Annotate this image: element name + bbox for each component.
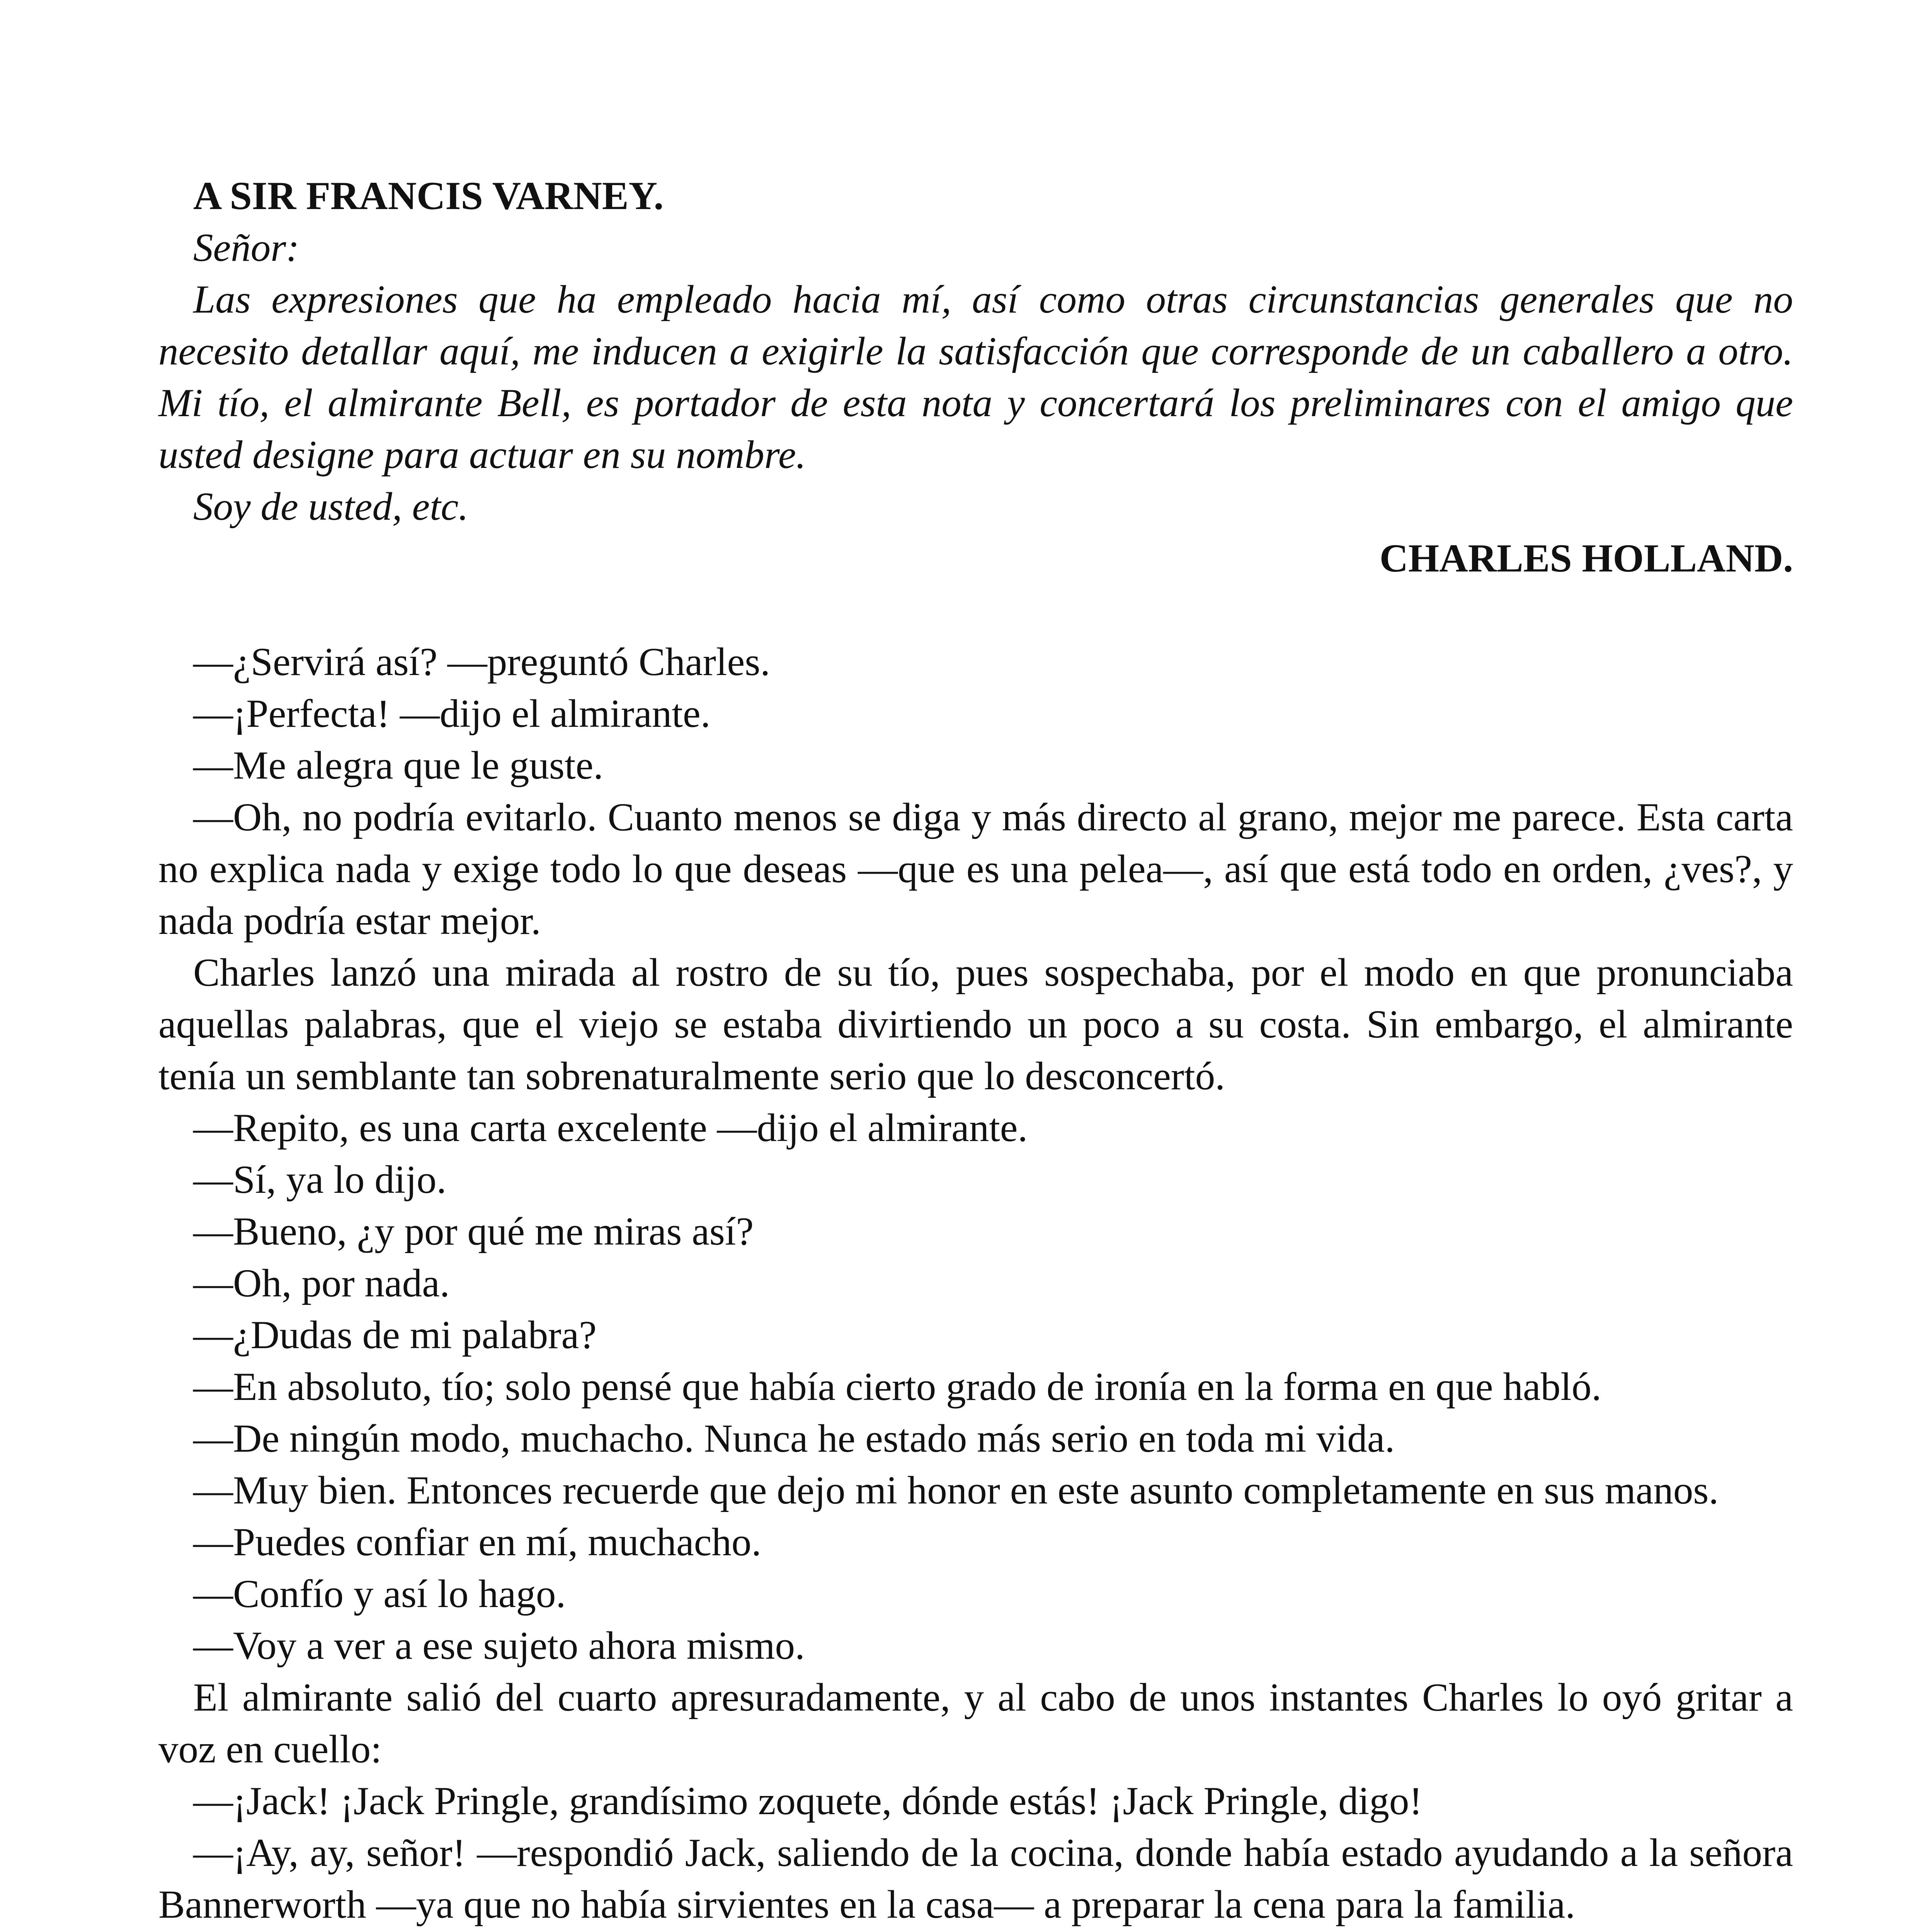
section-gap: [158, 584, 1793, 636]
letter-body: Las expresiones que ha empleado hacia mí, así como otras circunstancias generales que no necesito detallar aquí, me inducen a exigirle la satisfacción que corresponde de un caballero a otro. Mi tío, el almirante Bell, es portador de esta nota y concertará los preliminares con el amigo que usted designe para actuar en su nombre.: [158, 277, 1793, 477]
letter-closing: Soy de usted, etc.: [193, 485, 469, 529]
paragraph: —Oh, por nada.: [193, 1261, 450, 1305]
letter-signature: CHARLES HOLLAND.: [1379, 536, 1793, 580]
paragraph: El almirante salió del cuarto apresuradamente, y al cabo de unos instantes Charles lo oyó gritar a voz en cuello:: [158, 1675, 1793, 1771]
paragraph: —Voy a ver a ese sujeto ahora mismo.: [193, 1624, 805, 1668]
paragraph: —Oh, no podría evitarlo. Cuanto menos se diga y más directo al grano, mejor me parece. Esta carta no explica nada y exige todo lo que deseas —que es una pelea—, así que está todo en orden, ¿ves?, y nada podría estar mejor.: [158, 795, 1793, 943]
paragraph: —Repito, es una carta excelente —dijo el almirante.: [193, 1106, 1028, 1150]
paragraph: —Bueno, ¿y por qué me miras así?: [193, 1209, 754, 1253]
letter-heading: A SIR FRANCIS VARNEY.: [193, 174, 664, 218]
page-body: [158, 170, 1793, 1932]
paragraph: —¡Perfecta! —dijo el almirante.: [193, 692, 711, 736]
paragraph: [158, 1930, 1793, 1932]
paragraph: Charles lanzó una mirada al rostro de su tío, pues sospechaba, por el modo en que pronunciaba aquellas palabras, que el viejo se estaba divirtiendo un poco a su costa. Sin embargo, el almirante tenía un semblante tan sobrenaturalmente serio que lo desconcertó.: [158, 951, 1793, 1098]
paragraph: —Confío y así lo hago.: [193, 1572, 566, 1616]
paragraph: —Puedes confiar en mí, muchacho.: [193, 1520, 762, 1564]
paragraph: —Muy bien. Entonces recuerde que dejo mi honor en este asunto completamente en sus manos.: [193, 1468, 1719, 1512]
paragraph: —Me alegra que le guste.: [193, 743, 604, 787]
paragraph: —Sí, ya lo dijo.: [193, 1158, 447, 1202]
paragraph: —¿Dudas de mi palabra?: [193, 1313, 597, 1357]
paragraph: —¡Jack! ¡Jack Pringle, grandísimo zoquete, dónde estás! ¡Jack Pringle, digo!: [193, 1779, 1423, 1823]
letter-salutation: Señor:: [193, 226, 299, 270]
paragraph: —De ningún modo, muchacho. Nunca he estado más serio en toda mi vida.: [193, 1417, 1395, 1461]
paragraph: —¿Servirá así? —preguntó Charles.: [193, 640, 771, 684]
paragraph: —En absoluto, tío; solo pensé que había cierto grado de ironía en la forma en que habló.: [193, 1365, 1601, 1409]
paragraph: —¡Ay, ay, señor! —respondió Jack, saliendo de la cocina, donde había estado ayudando a la señora Bannerworth —ya que no había sirvientes en la casa— a preparar la cena para la familia.: [158, 1831, 1793, 1927]
